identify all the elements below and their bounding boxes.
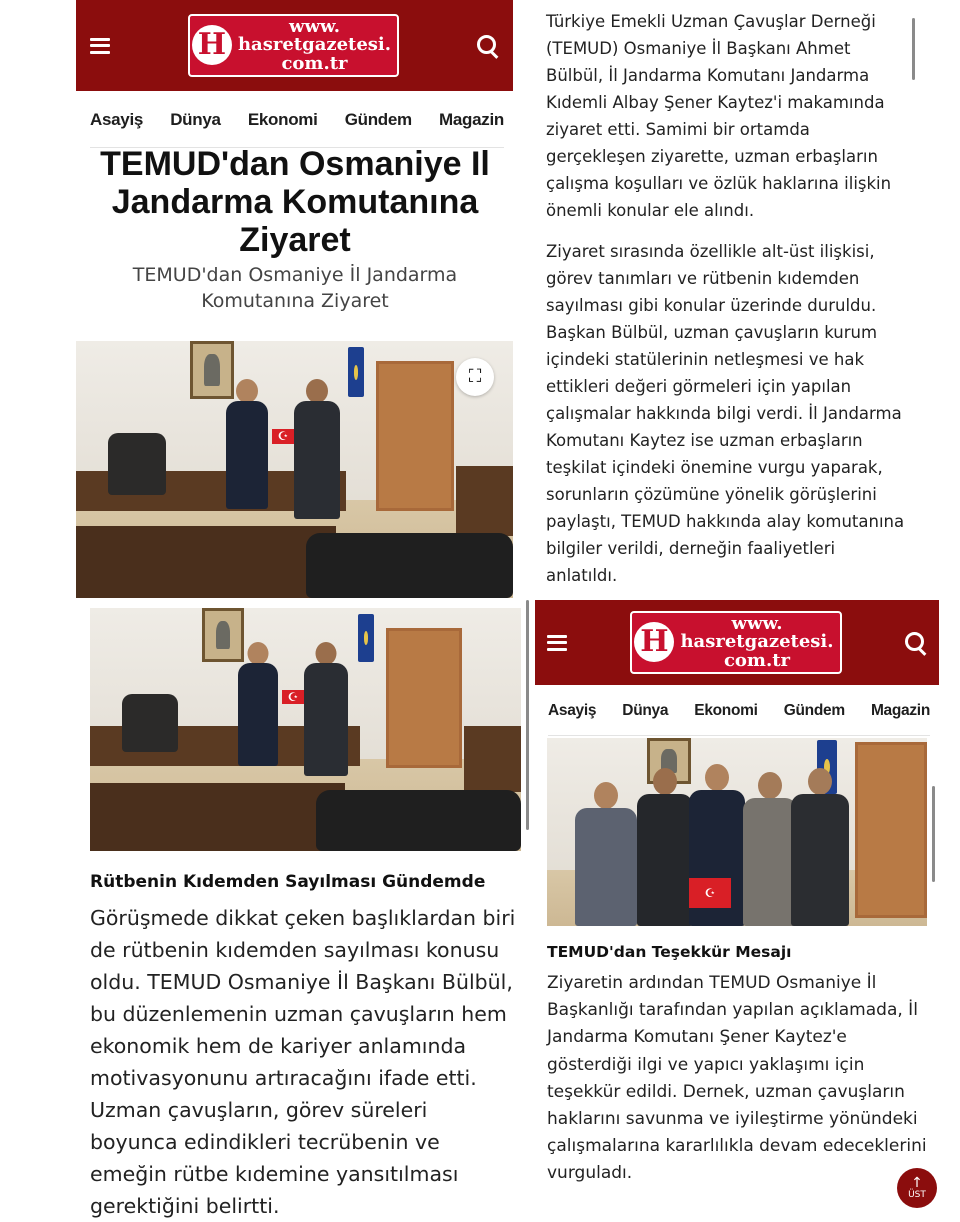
site-header [76, 0, 513, 91]
scroll-to-top-button[interactable] [897, 1168, 937, 1208]
article-subtitle: TEMUD'dan Osmaniye İl Jandarma Komutanına Ziyaret [132, 264, 458, 312]
logo-mark-icon: H [634, 622, 674, 662]
nav-item-ekonomi[interactable]: Ekonomi [694, 701, 758, 719]
scrollbar[interactable] [932, 786, 935, 882]
article-paragraph: Ziyaret sırasında özellikle alt-üst ilişkisi, görev tanımları ve rütbenin kıdemden sayılması gibi konular üzerinde duruldu. Başkan Bülbül, uzman çavuşların kurum içindeki statülerinin netleşmesi ve hak ettikleri değeri görmeleri için yapılan çalışmalar hakkında bilgi verdi. İl Jandarma Komutanı Kaytez ise uzman erbaşların teşkilat içindeki önemine vurgu yaparak, sorunların çözümüne yönelik görüşlerini paylaştı, TEMUD hakkında alay komutanına bilgiler verildi, derneğin faaliyetleri anlatıldı. [546, 242, 905, 585]
site-header [535, 600, 939, 685]
scrollbar[interactable] [526, 600, 529, 830]
article-photo-second[interactable] [90, 608, 521, 851]
nav-item-ekonomi[interactable]: Ekonomi [247, 109, 318, 129]
site-logo[interactable] [188, 14, 399, 77]
article-photo-group[interactable] [547, 738, 927, 926]
logo-line: hasretgazetesi. [680, 631, 834, 653]
menu-icon[interactable] [90, 38, 110, 54]
logo-line: www. [731, 612, 783, 634]
category-nav [548, 686, 930, 736]
search-icon[interactable] [905, 632, 927, 654]
menu-icon[interactable] [547, 635, 567, 651]
nav-item-gundem[interactable]: Gündem [783, 701, 845, 719]
nav-item-asayis[interactable]: Asayiş [548, 701, 597, 719]
nav-item-gundem[interactable]: Gündem [344, 109, 412, 129]
category-nav [90, 92, 504, 148]
site-logo[interactable] [630, 611, 841, 674]
expand-photo-button[interactable] [456, 358, 494, 396]
article-photo-main[interactable] [76, 341, 513, 598]
arrow-up-icon: ↑ [911, 1175, 923, 1191]
scrollbar[interactable] [912, 18, 915, 80]
article-paragraph: Ziyaretin ardından TEMUD Osmaniye İl Başkanlığı tarafından yapılan açıklamada, İl Jandarma Komutanı Şener Kaytez'e gösterdiği ilgi ve yapıcı yaklaşımı için teşekkür edildi. Dernek, uzman çavuşların haklarını savunma ve iyileştirme yönündeki çalışmalarına kararlılıkla devam edeceklerini vurguladı. [547, 973, 927, 1184]
article-paragraph: Türkiye Emekli Uzman Çavuşlar Derneği (TEMUD) Osmaniye İl Başkanı Ahmet Bülbül, İl Jandarma Komutanı Jandarma Kıdemli Albay Şener Kaytez'i makamında ziyaret etti. Samimi bir ortamda gerçekleşen ziyarette, uzman erbaşların çalışma koşulları ve özlük haklarına ilişkin önemli konular ele alındı. [546, 12, 892, 220]
logo-line: com.tr [281, 52, 348, 74]
section-heading: TEMUD'dan Teşekkür Mesajı [547, 943, 792, 961]
nav-item-dunya[interactable]: Dünya [170, 109, 221, 129]
expand-icon: ⛶ [468, 366, 482, 387]
logo-line: hasretgazetesi. [237, 34, 392, 56]
search-icon[interactable] [477, 35, 499, 57]
article-title: TEMUD'dan Osmaniye Il Jandarma Komutanına Ziyaret [100, 145, 490, 259]
logo-mark-icon: H [192, 25, 232, 65]
nav-item-asayis[interactable]: Asayiş [90, 109, 144, 129]
scroll-to-top-label: ÜST [908, 1190, 926, 1200]
article-paragraph: Görüşmede dikkat çeken başlıklardan biri de rütbenin kıdemden sayılması konusu oldu. TEMUD Osmaniye İl Başkanı Bülbül, bu düzenlemenin uzman çavuşların hem ekonomik hem de kariyer anlamında motivasyonunu artıracağını ifade etti. Uzman çavuşların, görev süreleri boyunca edindikleri tecrübenin ve emeğin rütbe kıdemine yansıtılması gerektiğini belirtti. [90, 906, 516, 1218]
nav-item-magazin[interactable]: Magazin [439, 109, 504, 129]
section-heading: Rütbenin Kıdemden Sayılması Gündemde [90, 872, 486, 892]
nav-item-magazin[interactable]: Magazin [870, 701, 930, 719]
logo-line: www. [289, 15, 340, 37]
logo-line: com.tr [723, 649, 791, 671]
nav-item-dunya[interactable]: Dünya [622, 701, 669, 719]
